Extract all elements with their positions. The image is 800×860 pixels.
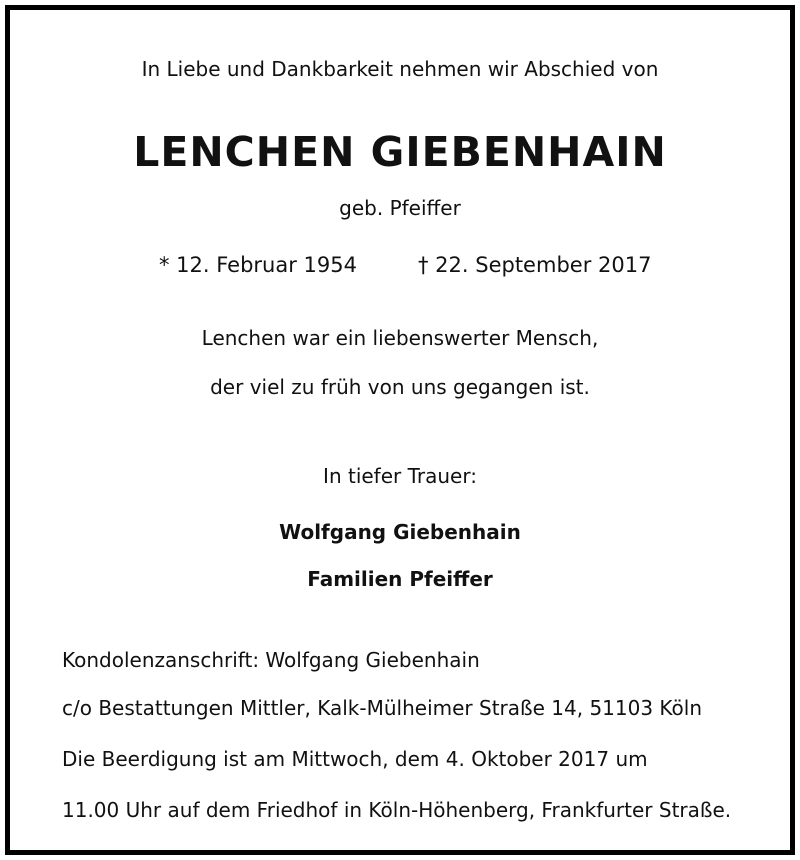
birth-date: * 12. Februar 1954 <box>159 253 357 277</box>
maiden-name: geb. Pfeiffer <box>339 196 461 220</box>
condolence-address-line-1: Kondolenzanschrift: Wolfgang Giebenhain <box>62 648 480 672</box>
intro-text: In Liebe und Dankbarkeit nehmen wir Abschied von <box>141 57 659 81</box>
funeral-info-line-1: Die Beerdigung ist am Mittwoch, dem 4. Oktober 2017 um <box>62 747 648 771</box>
funeral-info-line-2: 11.00 Uhr auf dem Friedhof in Köln-Höhenberg, Frankfurter Straße. <box>62 798 732 822</box>
life-dates <box>10 252 790 278</box>
memorial-text-line-1: Lenchen war ein liebenswerter Mensch, <box>201 326 599 350</box>
death-date: † 22. September 2017 <box>418 253 652 277</box>
mourner-name: Familien Pfeiffer <box>307 567 493 591</box>
deceased-name: LENCHEN GIEBENHAIN <box>133 128 667 176</box>
mourner-name: Wolfgang Giebenhain <box>279 520 521 544</box>
mourning-label: In tiefer Trauer: <box>323 464 477 488</box>
obituary-notice <box>5 5 795 855</box>
condolence-address-line-2: c/o Bestattungen Mittler, Kalk-Mülheimer Straße 14, 51103 Köln <box>62 696 703 720</box>
memorial-text-line-2: der viel zu früh von uns gegangen ist. <box>210 375 590 399</box>
